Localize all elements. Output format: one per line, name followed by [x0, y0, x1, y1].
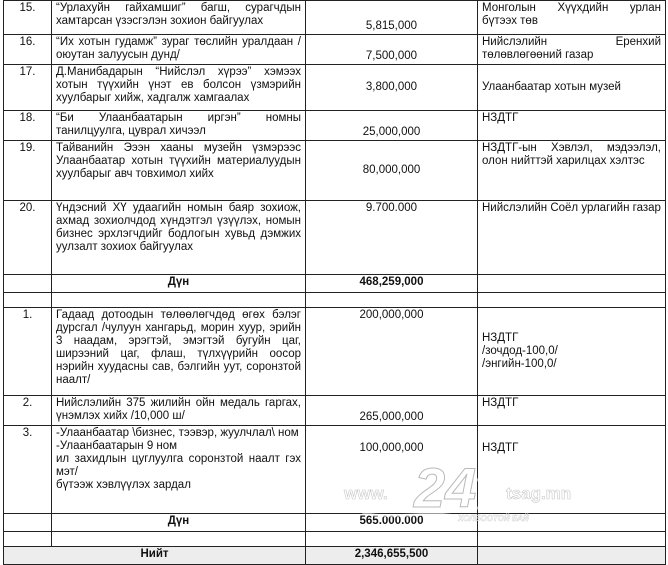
subtotal-label: Дүн [52, 514, 306, 532]
total-label: Нийт [4, 547, 306, 565]
row-amount: 3,800,000 [306, 65, 478, 111]
row-organization: Монголын Хүүхдийн урлан бүтээх төв [478, 1, 666, 35]
spacer-row [4, 532, 666, 547]
row-description: “Би Улаанбаатарын иргэн” номны танилцуулга, цуврал хичээл [52, 111, 306, 141]
subtotal-label: Дүн [52, 275, 306, 293]
row-organization: Нийслэлийн Соёл урлагийн газар [478, 201, 666, 275]
row-number: 17. [4, 65, 52, 111]
subtotal-amount: 565.000.000 [306, 514, 478, 532]
row-amount: 265,000,000 [306, 396, 478, 426]
table-row [4, 141, 666, 201]
row-organization: Улаанбаатар хотын музей [478, 65, 666, 111]
row-description: Нийслэлийн 375 жилийн ойн медаль гаргах, үнэмлэх хийх /10,000 ш/ [52, 396, 306, 426]
row-amount: 80,000,000 [306, 141, 478, 201]
spacer-row [4, 293, 666, 308]
row-amount: 200,000,000 [306, 308, 478, 396]
watermark-domain: tsag.mn [506, 484, 572, 503]
row-amount: 5,815,000 [306, 1, 478, 35]
row-organization: НЗДТГ [478, 396, 666, 426]
total-amount: 2,346,655,500 [306, 547, 478, 565]
table-row [4, 1, 666, 35]
budget-table [3, 0, 666, 565]
row-organization: НЗДТГ /зочдод-100,0/ /энгийн-100,0/ [478, 308, 666, 396]
row-number: 19. [4, 141, 52, 201]
row-amount: 9.700.000 [306, 201, 478, 275]
table-row [4, 396, 666, 426]
row-number: 20. [4, 201, 52, 275]
row-number: 18. [4, 111, 52, 141]
row-number: 2. [4, 396, 52, 426]
row-description: Гадаад дотоодын төлөөлөгчдөд өгөх бэлэг дурсгал /чулуун хангарьд, морин хуур, эрийн 3 наадам, эрэгтэй, эмэгтэй бугуйн цаг, ширээний цаг, флаш, түлхүүрийн оосор нэрийн хуудасны сав, бэлгийн уут, соронзтой наалт/ [52, 308, 306, 396]
table-row [4, 201, 666, 275]
watermark-prefix: www. [344, 484, 388, 503]
row-description: -Улаанбаатар \бизнес, тээвэр, жуулчлал\ ном -Улаанбаатарын 9 ном ил захидлын цуглуулга соронзтой наалт гэх мэт/ бүтээж хэвлүүлэх зардал [52, 426, 306, 514]
subtotal-row [4, 275, 666, 293]
row-description: Үндэсний ХҮ удаагийн номын баяр зохиож, ахмад зохиолчдод хүндэтгэл үзүүлэх, номын бизнес эрхлэгчдийг бодлогын хувьд дэмжих уулзалт зохиох байгуулах [52, 201, 306, 275]
row-description: Д.Манибадарын “Нийслэл хүрээ” хэмээх хотын түүхийн үнэт ев болсон үзмэрийн хуулбарыг хийж, хадгалж хамгаалах [52, 65, 306, 111]
table-row [4, 111, 666, 141]
row-organization: НЗДТГ [478, 426, 666, 514]
table-row [4, 65, 666, 111]
row-number: 3. [4, 426, 52, 514]
row-amount: 25,000,000 [306, 111, 478, 141]
table-row [4, 426, 666, 514]
row-number: 15. [4, 1, 52, 35]
subtotal-amount: 468,259,000 [306, 275, 478, 293]
row-description: “Их хотын гудамж” зураг төслийн уралдаан /оюутан залуусын дунд/ [52, 35, 306, 65]
row-organization: НЗДТГ [478, 111, 666, 141]
row-amount: 7,500,000 [306, 35, 478, 65]
table-row [4, 35, 666, 65]
table-row [4, 308, 666, 396]
row-organization: НЗДТГ-ын Хэвлэл, мэдээлэл, олон нийттэй харилцах хэлтэс [478, 141, 666, 201]
total-row [4, 547, 666, 565]
row-number: 16. [4, 35, 52, 65]
row-amount: 100,000,000 [306, 426, 478, 514]
watermark-number: 24 [414, 456, 477, 519]
row-description: “Урлахуйн гайхамшиг” багш, сурагчдын хамтарсан үзэсгэлэн зохион байгуулах [52, 1, 306, 35]
subtotal-row [4, 514, 666, 532]
row-organization: Нийслэлийн Еренхий төлөвлөгөөний газар [478, 35, 666, 65]
watermark-tagline: ХОЛБООТОЙ БАЙ [458, 514, 529, 523]
row-number: 1. [4, 308, 52, 396]
row-description: Тайванийн Эээн хааны музейн үзмэрээс Улаанбаатар хотын түүхийн материалуудын хуулбарыг авч товхимол хийх [52, 141, 306, 201]
